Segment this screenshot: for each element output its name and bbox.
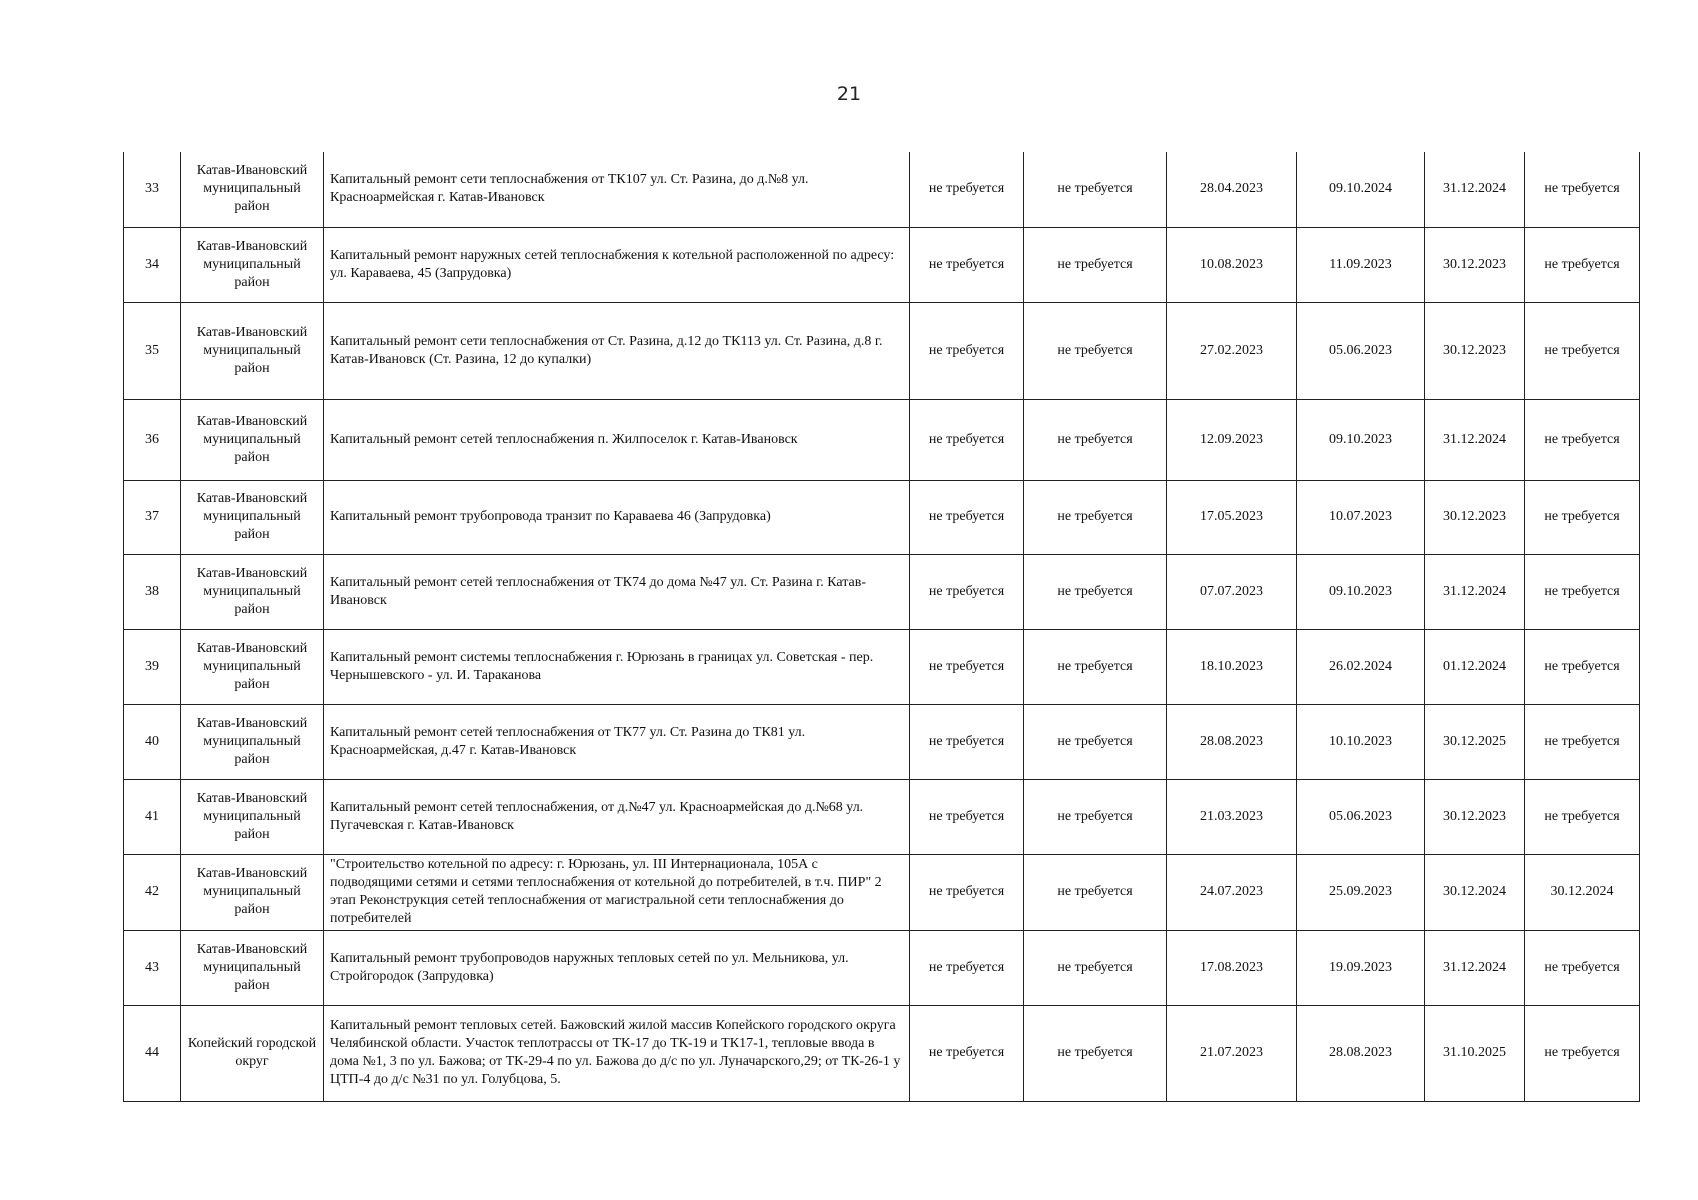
row-number: 37 (124, 480, 181, 554)
date-cell: 09.10.2023 (1297, 554, 1425, 629)
district-cell: Катав-Ивановский муниципальный район (181, 152, 324, 227)
status-cell: не требуется (1024, 152, 1167, 227)
date-cell: 31.12.2024 (1425, 930, 1525, 1005)
district-cell: Катав-Ивановский муниципальный район (181, 302, 324, 399)
table-row (124, 554, 1640, 629)
date-cell: 17.08.2023 (1167, 930, 1297, 1005)
status-cell: не требуется (910, 227, 1024, 302)
description-cell: Капитальный ремонт сетей теплоснабжения от ТК74 до дома №47 ул. Ст. Разина г. Катав-Ивановск (324, 554, 910, 629)
district-cell: Катав-Ивановский муниципальный район (181, 704, 324, 779)
date-cell: 21.03.2023 (1167, 779, 1297, 854)
table-row (124, 399, 1640, 480)
date-cell: 24.07.2023 (1167, 854, 1297, 930)
date-cell: 10.07.2023 (1297, 480, 1425, 554)
status-cell: не требуется (910, 779, 1024, 854)
table-row (124, 1005, 1640, 1101)
description-cell: Капитальный ремонт трубопровода транзит по Караваева 46 (Запрудовка) (324, 480, 910, 554)
status-cell: не требуется (910, 704, 1024, 779)
status-cell: не требуется (910, 152, 1024, 227)
description-cell: Капитальный ремонт сети теплоснабжения от Ст. Разина, д.12 до ТК113 ул. Ст. Разина, д.8 г. Катав-Ивановск (Ст. Разина, 12 до купалки) (324, 302, 910, 399)
date-cell: 30.12.2023 (1425, 302, 1525, 399)
status-cell: не требуется (1024, 480, 1167, 554)
district-cell: Катав-Ивановский муниципальный район (181, 629, 324, 704)
status-cell: не требуется (1525, 399, 1640, 480)
table-row (124, 480, 1640, 554)
table-row (124, 930, 1640, 1005)
description-cell: "Строительство котельной по адресу: г. Юрюзань, ул. III Интернационала, 105А с подводящими сетями и сетями теплоснабжения от котельной до потребителей, в т.ч. ПИР" 2 этап Реконструкция сетей теплоснабжения от магистральной сети теплоснабжения до потребителей (324, 854, 910, 930)
row-number: 41 (124, 779, 181, 854)
row-number: 40 (124, 704, 181, 779)
status-cell: не требуется (910, 930, 1024, 1005)
description-cell: Капитальный ремонт наружных сетей теплоснабжения к котельной расположенной по адресу: ул. Караваева, 45 (Запрудовка) (324, 227, 910, 302)
status-cell: не требуется (1024, 854, 1167, 930)
date-cell: 10.08.2023 (1167, 227, 1297, 302)
row-number: 36 (124, 399, 181, 480)
status-cell: не требуется (1024, 629, 1167, 704)
date-cell: 05.06.2023 (1297, 779, 1425, 854)
date-cell: 30.12.2025 (1425, 704, 1525, 779)
row-number: 35 (124, 302, 181, 399)
description-cell: Капитальный ремонт сетей теплоснабжения п. Жилпоселок г. Катав-Ивановск (324, 399, 910, 480)
date-cell: 31.12.2024 (1425, 554, 1525, 629)
description-cell: Капитальный ремонт сетей теплоснабжения от ТК77 ул. Ст. Разина до ТК81 ул. Красноармейская, д.47 г. Катав-Ивановск (324, 704, 910, 779)
description-cell: Капитальный ремонт сети теплоснабжения от ТК107 ул. Ст. Разина, до д.№8 ул. Красноармейская г. Катав-Ивановск (324, 152, 910, 227)
date-cell: 11.09.2023 (1297, 227, 1425, 302)
status-cell: не требуется (1525, 1005, 1640, 1101)
status-cell: не требуется (1525, 480, 1640, 554)
date-cell: 31.12.2024 (1425, 399, 1525, 480)
status-cell: не требуется (1024, 779, 1167, 854)
date-cell: 28.08.2023 (1297, 1005, 1425, 1101)
status-cell: не требуется (1525, 779, 1640, 854)
row-number: 44 (124, 1005, 181, 1101)
district-cell: Катав-Ивановский муниципальный район (181, 480, 324, 554)
date-cell: 28.08.2023 (1167, 704, 1297, 779)
date-cell: 31.12.2024 (1425, 152, 1525, 227)
status-cell: не требуется (910, 480, 1024, 554)
date-cell: 12.09.2023 (1167, 399, 1297, 480)
row-number: 33 (124, 152, 181, 227)
row-number: 43 (124, 930, 181, 1005)
row-number: 34 (124, 227, 181, 302)
status-cell: не требуется (1024, 227, 1167, 302)
status-cell: не требуется (910, 854, 1024, 930)
status-cell: не требуется (1525, 152, 1640, 227)
status-cell: не требуется (910, 399, 1024, 480)
status-cell: не требуется (1525, 302, 1640, 399)
date-cell: 09.10.2023 (1297, 399, 1425, 480)
status-cell: не требуется (910, 1005, 1024, 1101)
date-cell: 10.10.2023 (1297, 704, 1425, 779)
table-row (124, 854, 1640, 930)
row-number: 38 (124, 554, 181, 629)
status-cell: не требуется (1024, 554, 1167, 629)
date-cell: 19.09.2023 (1297, 930, 1425, 1005)
table-row (124, 302, 1640, 399)
status-cell: не требуется (1024, 302, 1167, 399)
status-cell: не требуется (1024, 930, 1167, 1005)
date-cell: 05.06.2023 (1297, 302, 1425, 399)
table-row (124, 704, 1640, 779)
district-cell: Копейский городской округ (181, 1005, 324, 1101)
date-cell: 30.12.2023 (1425, 779, 1525, 854)
status-cell: не требуется (1024, 399, 1167, 480)
description-cell: Капитальный ремонт трубопроводов наружных тепловых сетей по ул. Мельникова, ул. Стройгородок (Запрудовка) (324, 930, 910, 1005)
table-row (124, 152, 1640, 227)
description-cell: Капитальный ремонт тепловых сетей. Бажовский жилой массив Копейского городского округа Челябинской области. Участок теплотрассы от ТК-17 до ТК-19 и ТК17-1, тепловые ввода в дома №1, 3 по ул. Бажова; от ТК-29-4 по ул. Бажова до д/с по ул. Луначарского,29; от ТК-26-1 у ЦТП-4 до д/с №31 по ул. Голубцова, 5. (324, 1005, 910, 1101)
district-cell: Катав-Ивановский муниципальный район (181, 854, 324, 930)
date-cell: 17.05.2023 (1167, 480, 1297, 554)
district-cell: Катав-Ивановский муниципальный район (181, 399, 324, 480)
table-row (124, 629, 1640, 704)
district-cell: Катав-Ивановский муниципальный район (181, 779, 324, 854)
status-cell: не требуется (1024, 1005, 1167, 1101)
row-number: 42 (124, 854, 181, 930)
date-cell: 30.12.2024 (1425, 854, 1525, 930)
table-row (124, 227, 1640, 302)
date-cell: 18.10.2023 (1167, 629, 1297, 704)
date-cell: 30.12.2023 (1425, 227, 1525, 302)
date-cell: 25.09.2023 (1297, 854, 1425, 930)
status-cell: не требуется (1525, 629, 1640, 704)
status-cell: 30.12.2024 (1525, 854, 1640, 930)
status-cell: не требуется (1525, 227, 1640, 302)
status-cell: не требуется (910, 629, 1024, 704)
district-cell: Катав-Ивановский муниципальный район (181, 554, 324, 629)
district-cell: Катав-Ивановский муниципальный район (181, 227, 324, 302)
date-cell: 30.12.2023 (1425, 480, 1525, 554)
table-row (124, 779, 1640, 854)
status-cell: не требуется (910, 554, 1024, 629)
date-cell: 28.04.2023 (1167, 152, 1297, 227)
description-cell: Капитальный ремонт системы теплоснабжения г. Юрюзань в границах ул. Советская - пер. Чернышевского - ул. И. Тараканова (324, 629, 910, 704)
row-number: 39 (124, 629, 181, 704)
date-cell: 21.07.2023 (1167, 1005, 1297, 1101)
status-cell: не требуется (910, 302, 1024, 399)
district-cell: Катав-Ивановский муниципальный район (181, 930, 324, 1005)
date-cell: 09.10.2024 (1297, 152, 1425, 227)
status-cell: не требуется (1525, 554, 1640, 629)
status-cell: не требуется (1024, 704, 1167, 779)
date-cell: 27.02.2023 (1167, 302, 1297, 399)
status-cell: не требуется (1525, 704, 1640, 779)
date-cell: 01.12.2024 (1425, 629, 1525, 704)
status-cell: не требуется (1525, 930, 1640, 1005)
page-number: 21 (836, 83, 862, 105)
project-table (123, 152, 1640, 1102)
date-cell: 31.10.2025 (1425, 1005, 1525, 1101)
description-cell: Капитальный ремонт сетей теплоснабжения, от д.№47 ул. Красноармейская до д.№68 ул. Пугачевская г. Катав-Ивановск (324, 779, 910, 854)
date-cell: 07.07.2023 (1167, 554, 1297, 629)
date-cell: 26.02.2024 (1297, 629, 1425, 704)
